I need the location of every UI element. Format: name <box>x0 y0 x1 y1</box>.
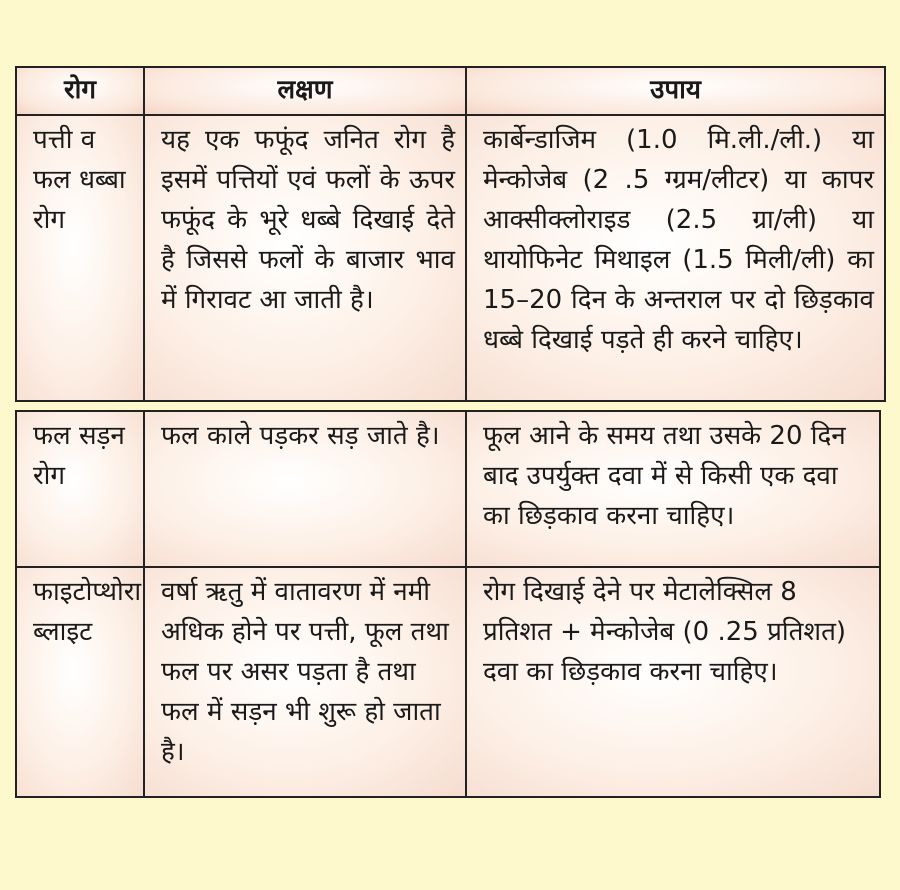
table-row <box>16 115 885 401</box>
symptoms-cell: यह एक फफूंद जनित रोग है इसमें पत्तियों एवं फलों के ऊपर फफूंद के भूरे धब्बे दिखाई देते है जिससे फलों के बाजार भाव में गिरावट आ जाती है। <box>144 115 466 401</box>
symptoms-cell: फल काले पड़कर सड़ जाते है। <box>144 411 466 567</box>
disease-name-cell: फाइटोप्थोरा ब्लाइट <box>16 567 144 797</box>
disease-name-cell: फल सड़न रोग <box>16 411 144 567</box>
remedy-cell: रोग दिखाई देने पर मेटालेक्सिल 8 प्रतिशत + मेन्कोजेब (0 .25 प्रतिशत) दवा का छिड़काव करना चाहिए। <box>466 567 880 797</box>
header-disease: रोग <box>16 67 144 115</box>
table-row <box>16 411 880 567</box>
header-symptoms: लक्षण <box>144 67 466 115</box>
symptoms-cell: वर्षा ऋतु में वातावरण में नमी अधिक होने पर पत्ती, फूल तथा फल पर असर पड़ता है तथा फल में सड़न भी शुरू हो जाता है। <box>144 567 466 797</box>
remedy-cell: फूल आने के समय तथा उसके 20 दिन बाद उपर्युक्त दवा में से किसी एक दवा का छिड़काव करना चाहिए। <box>466 411 880 567</box>
disease-name-cell: पत्ती व फल धब्बा रोग <box>16 115 144 401</box>
table-header-row <box>16 67 885 115</box>
remedy-cell: कार्बेन्डाजिम (1.0 मि.ली./ली.) या मेन्कोजेब (2 .5 ग्ग्रम/लीटर) या कापर आक्सीक्लोराइड (2.5 ग्रा/ली) या थायोफिनेट मिथाइल (1.5 मिली/ली) का 15–20 दिन के अन्तराल पर दो छिड़काव धब्बे दिखाई पड़ते ही करने चाहिए। <box>466 115 885 401</box>
header-remedy: उपाय <box>466 67 885 115</box>
disease-table-top <box>15 66 886 402</box>
table-row <box>16 567 880 797</box>
disease-table-bottom <box>15 410 881 798</box>
